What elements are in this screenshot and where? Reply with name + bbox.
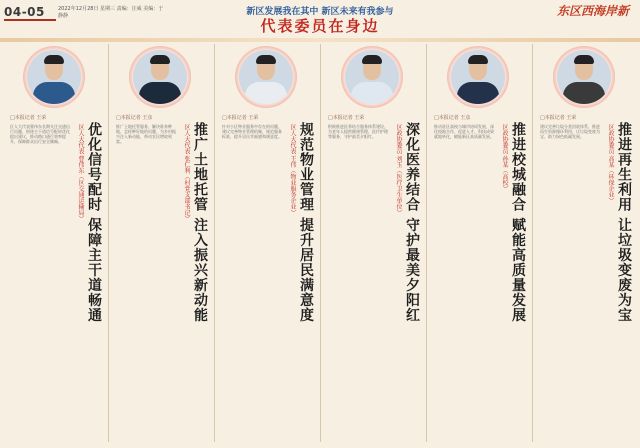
article-title: 推进再生利用 让垃圾变废为宝 <box>616 122 632 323</box>
article-column <box>112 40 210 442</box>
article-body: 针对小区物业服务中存在的问题，建议完善物业管理机制，规范服务标准，提升居民幸福感和满意度。 <box>222 124 282 139</box>
column-divider <box>426 44 427 442</box>
article-byline: □本报记者 王荣 <box>540 115 577 121</box>
article-body: 积极推进医养结合服务体系建设，为老年人提供健康管理、医疗护理等服务，守护最美夕阳红。 <box>328 124 388 139</box>
article-byline: □本报记者 王荣 <box>328 115 365 121</box>
article-role: 区政协委员 高某（环保企业） <box>607 124 614 204</box>
article-title: 规范物业管理 提升居民满意度 <box>298 122 314 323</box>
article-column <box>6 40 104 442</box>
article-title: 推进校城融合 赋能高质量发展 <box>510 122 526 323</box>
portrait-frame <box>341 46 403 108</box>
portrait-frame <box>235 46 297 108</box>
portrait-frame <box>447 46 509 108</box>
portrait-frame <box>23 46 85 108</box>
article-column <box>324 40 422 442</box>
page-number: 04-05 <box>4 5 45 19</box>
article-title: 优化信号配时 保障主干道畅通 <box>86 122 102 323</box>
portrait-body <box>351 82 393 104</box>
page-number-underline <box>4 19 56 21</box>
portrait-hair <box>44 55 64 64</box>
portrait-hair <box>150 55 170 64</box>
article-role: 区人大代表 王伟（物业服务企业） <box>289 124 296 216</box>
portrait-photo <box>451 50 505 104</box>
portrait-photo <box>239 50 293 104</box>
newspaper-logo: 东区西海岸新 <box>556 4 629 18</box>
column-divider <box>214 44 215 442</box>
page-headline: 代表委员在身边 <box>260 17 380 35</box>
article-column <box>536 40 634 442</box>
article-role: 区人大代表 张仁利（村党支部书记） <box>183 124 190 222</box>
portrait-photo <box>133 50 187 104</box>
portrait-photo <box>557 50 611 104</box>
column-divider <box>108 44 109 442</box>
portrait-frame <box>553 46 615 108</box>
portrait-body <box>457 82 499 104</box>
issue-meta: 2022年12月28日 星期三 责编：汪威 美编：于静静 <box>58 6 164 19</box>
article-body: 建议完善垃圾分类回收体系，推进再生资源循环利用，让垃圾变废为宝，助力绿色低碳发展。 <box>540 124 600 139</box>
article-body: 推动驻区高校与城市协同发展，深化校地合作，促进人才、科技成果就地转化，赋能新区高质量发展。 <box>434 124 494 139</box>
portrait-frame <box>129 46 191 108</box>
kicker: 新区发展我在其中 新区未来有我参与 <box>246 7 394 17</box>
portrait-photo <box>345 50 399 104</box>
article-role: 区政协委员 孙某（高校） <box>501 124 508 192</box>
article-role: 区人大代表 曹伟东（区交通运输局） <box>77 124 84 222</box>
portrait-body <box>139 82 181 104</box>
page-header <box>0 0 640 40</box>
article-byline: □本报记者 王荣 <box>222 115 259 121</box>
column-divider <box>532 44 533 442</box>
article-body: 推广土地托管服务，解决谁来种地、怎样种好地的问题，为乡村振兴注入新动能，带动农民增收致富。 <box>116 124 176 144</box>
article-byline: □本报记者 王彦 <box>434 115 471 121</box>
portrait-photo <box>27 50 81 104</box>
portrait-body <box>245 82 287 104</box>
article-body: 区人大代表曹伟东长期关注交通出行问题，围绕主干道信号配时优化提出建议，推动路口通行效率提升，保障群众出行安全顺畅。 <box>10 124 70 144</box>
portrait-hair <box>256 55 276 64</box>
article-column <box>218 40 316 442</box>
portrait-hair <box>362 55 382 64</box>
portrait-hair <box>574 55 594 64</box>
article-title: 深化医养结合 守护最美夕阳红 <box>404 122 420 323</box>
column-divider <box>320 44 321 442</box>
article-byline: □本报记者 王彦 <box>116 115 153 121</box>
article-role: 区政协委员 刘玉（医疗卫生单位） <box>395 124 402 216</box>
portrait-hair <box>468 55 488 64</box>
article-title: 推广土地托管 注入振兴新动能 <box>192 122 208 323</box>
portrait-body <box>33 82 75 104</box>
article-byline: □本报记者 王荣 <box>10 115 47 121</box>
portrait-body <box>563 82 605 104</box>
article-column <box>430 40 528 442</box>
